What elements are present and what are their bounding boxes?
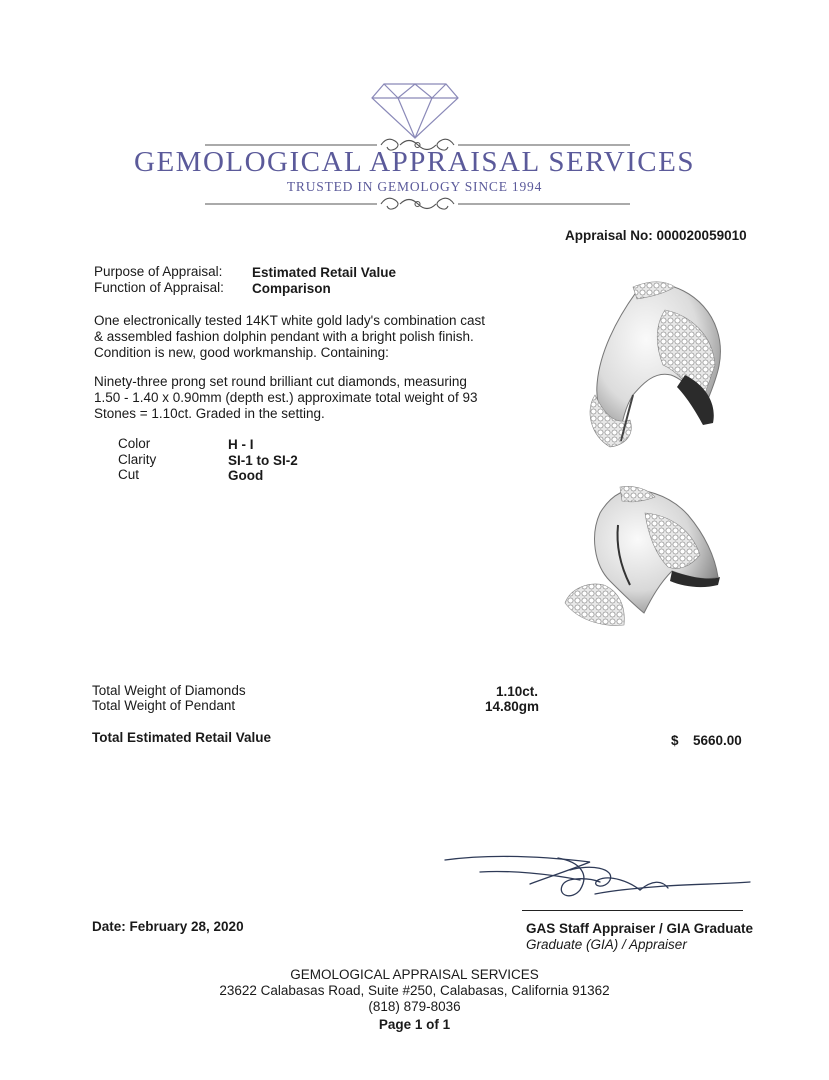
function-label: Function of Appraisal: xyxy=(94,280,224,295)
total-pendant-label: Total Weight of Pendant xyxy=(92,698,236,713)
footer-phone: (818) 879-8036 xyxy=(368,999,461,1014)
stones-description xyxy=(94,374,514,422)
description-line: Condition is new, good workmanship. Containing: xyxy=(94,345,389,360)
bottom-ornament-divider xyxy=(205,194,630,216)
grading-label-color: Color xyxy=(118,436,151,451)
handwritten-signature xyxy=(440,850,760,915)
appraisal-date: Date: February 28, 2020 xyxy=(92,919,244,934)
grading-value-cut: Good xyxy=(228,468,264,483)
stones-line: Ninety-three prong set round brilliant cut diamonds, measuring xyxy=(94,374,467,389)
total-diamonds-label: Total Weight of Diamonds xyxy=(92,683,246,698)
description-line: One electronically tested 14KT white gold lady's combination cast xyxy=(94,313,486,328)
item-description xyxy=(94,313,514,361)
total-pendant-value: 14.80gm xyxy=(485,699,540,714)
dolphin-pendant-image xyxy=(555,275,760,460)
footer-address: 23622 Calabasas Road, Suite #250, Calabasas, California 91362 xyxy=(219,983,610,998)
company-tagline: TRUSTED IN GEMOLOGY SINCE 1994 xyxy=(286,179,543,194)
stones-line: Stones = 1.10ct. Graded in the setting. xyxy=(94,406,325,421)
function-value: Comparison xyxy=(252,281,331,296)
footer-company: GEMOLOGICAL APPRAISAL SERVICES xyxy=(290,967,539,982)
purpose-value: Estimated Retail Value xyxy=(252,265,397,280)
currency-symbol: $ xyxy=(671,733,679,748)
total-retail-label: Total Estimated Retail Value xyxy=(92,730,272,745)
page-number: Page 1 of 1 xyxy=(378,1017,451,1032)
dolphin-pendant-image xyxy=(560,485,765,635)
stones-line: 1.50 - 1.40 x 0.90mm (depth est.) approximate total weight of 93 xyxy=(94,390,478,405)
diamond-logo-icon xyxy=(370,80,460,140)
appraiser-title: GAS Staff Appraiser / GIA Graduate xyxy=(526,921,754,936)
purpose-label: Purpose of Appraisal: xyxy=(94,264,223,279)
grading-value-clarity: SI-1 to SI-2 xyxy=(228,453,298,468)
grading-value-color: H - I xyxy=(228,437,254,452)
grading-label-clarity: Clarity xyxy=(118,452,157,467)
total-retail-value: 5660.00 xyxy=(693,733,742,748)
appraiser-subtitle: Graduate (GIA) / Appraiser xyxy=(526,937,687,952)
signature-line xyxy=(522,910,743,911)
total-diamonds-value: 1.10ct. xyxy=(496,684,539,699)
description-line: & assembled fashion dolphin pendant with a bright polish finish. xyxy=(94,329,474,344)
appraisal-number: Appraisal No: 000020059010 xyxy=(565,228,747,243)
company-name: GEMOLOGICAL APPRAISAL SERVICES xyxy=(134,146,695,178)
grading-label-cut: Cut xyxy=(118,467,140,482)
